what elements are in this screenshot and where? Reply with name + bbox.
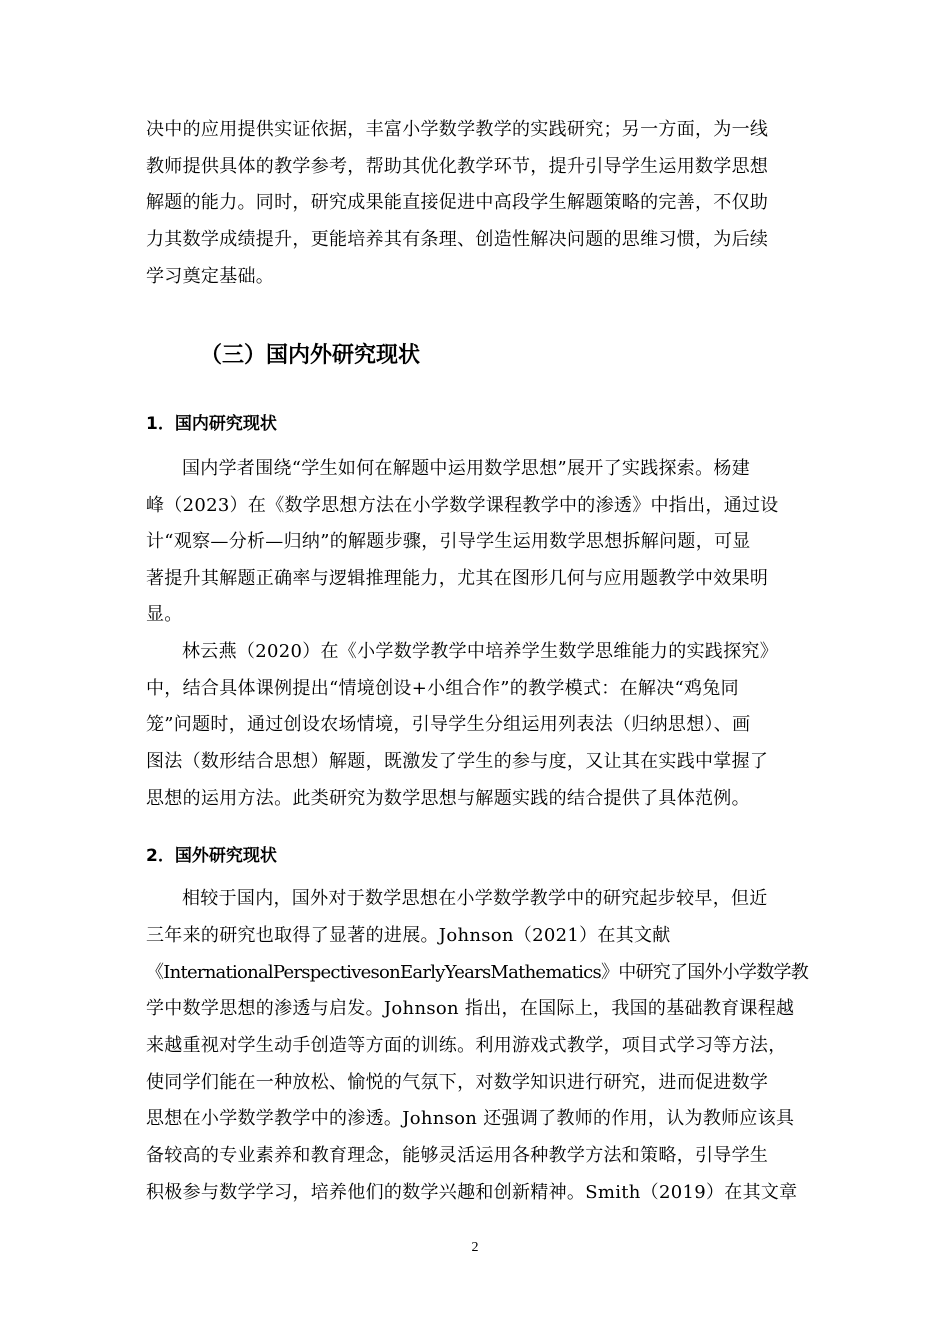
- domestic-p2-line: 笼”问题时，通过创设农场情境，引导学生分组运用列表法（归纳思想）、画: [146, 714, 751, 735]
- foreign-line: 《InternationalPerspectivesonEarlyYearsMathematics》中研究了国外小学数学教: [146, 962, 808, 983]
- intro-line: 学习奠定基础。: [146, 266, 275, 287]
- domestic-p2-line: 图法（数形结合思想）解题，既激发了学生的参与度，又让其在实践中掌握了: [146, 751, 769, 772]
- intro-line: 决中的应用提供实证依据，丰富小学数学教学的实践研究；另一方面，为一线: [146, 119, 769, 140]
- domestic-heading: 1．国内研究现状: [146, 414, 277, 434]
- foreign-line: 来越重视对学生动手创造等方面的训练。利用游戏式教学，项目式学习等方法，: [146, 1035, 787, 1056]
- foreign-line: 三年来的研究也取得了显著的进展。Johnson（2021）在其文献: [146, 925, 671, 946]
- foreign-line: 思想在小学数学教学中的渗透。Johnson 还强调了教师的作用，认为教师应该具: [146, 1108, 795, 1129]
- domestic-p1-line: 著提升其解题正确率与逻辑推理能力，尤其在图形几何与应用题教学中效果明: [146, 568, 769, 589]
- domestic-p1-line: 显。: [146, 604, 183, 625]
- intro-line: 力其数学成绩提升，更能培养其有条理、创造性解决问题的思维习惯，为后续: [146, 229, 769, 250]
- intro-line: 教师提供具体的教学参考，帮助其优化教学环节，提升引导学生运用数学思想: [146, 156, 769, 177]
- foreign-line: 使同学们能在一种放松、愉悦的气氛下，对数学知识进行研究，进而促进数学: [146, 1072, 769, 1093]
- domestic-p1-line: 计“观察—分析—归纳”的解题步骤，引导学生运用数学思想拆解问题，可显: [146, 531, 751, 552]
- foreign-line: 备较高的专业素养和教育理念，能够灵活运用各种教学方法和策略，引导学生: [146, 1145, 769, 1166]
- domestic-p2-line: 林云燕（2020）在《小学数学教学中培养学生数学思维能力的实践探究》: [182, 641, 779, 662]
- intro-line: 解题的能力。同时，研究成果能直接促进中高段学生解题策略的完善，不仅助: [146, 192, 769, 213]
- foreign-line: 相较于国内，国外对于数学思想在小学数学教学中的研究起步较早，但近: [182, 888, 768, 909]
- section-heading: （三）国内外研究现状: [200, 343, 421, 368]
- foreign-heading: 2．国外研究现状: [146, 846, 277, 866]
- domestic-p1-line: 峰（2023）在《数学思想方法在小学数学课程教学中的渗透》中指出，通过设: [146, 495, 779, 516]
- foreign-line: 积极参与数学学习，培养他们的数学兴趣和创新精神。Smith（2019）在其文章: [146, 1182, 798, 1203]
- foreign-line: 学中数学思想的渗透与启发。Johnson 指出，在国际上，我国的基础教育课程越: [146, 998, 795, 1019]
- page-number: 2: [471, 1240, 479, 1255]
- domestic-p2-line: 中，结合具体课例提出“情境创设+小组合作”的教学模式：在解决“鸡兔同: [146, 678, 739, 699]
- domestic-p2-line: 思想的运用方法。此类研究为数学思想与解题实践的结合提供了具体范例。: [146, 788, 750, 809]
- domestic-p1-line: 国内学者围绕“学生如何在解题中运用数学思想”展开了实践探索。杨建: [182, 458, 751, 479]
